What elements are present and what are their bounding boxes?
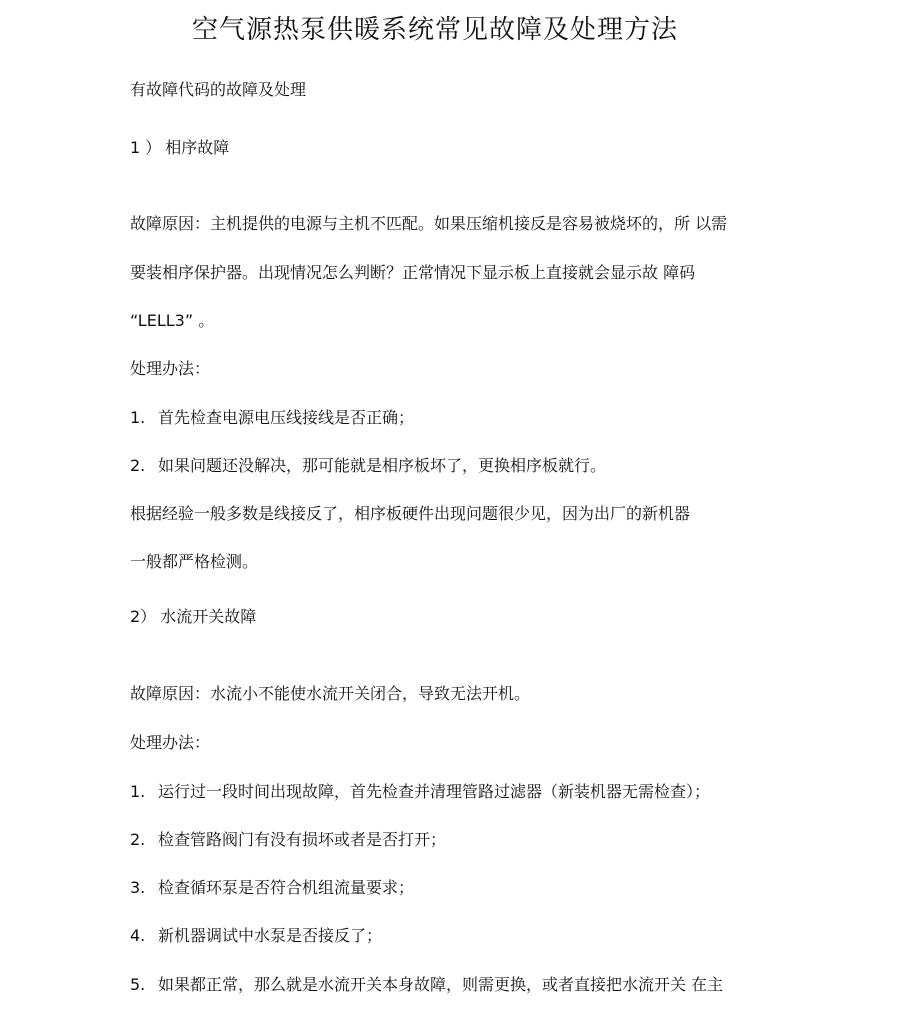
item2-step — [130, 878, 414, 898]
step-number: 1. — [130, 408, 146, 427]
item2-step — [130, 975, 723, 995]
step-text: 首先检查电源电压线接线是否正确； — [158, 408, 415, 427]
step-text: 运行过一段时间出现故障，首先检查并清理管路过滤器（新装机器无需检查）； — [158, 782, 711, 801]
item2-step — [130, 926, 382, 946]
document-title: 空气源热泵供暖系统常见故障及处理方法 — [191, 15, 678, 45]
step-text: 如果都正常，那么就是水流开关本身故障，则需更换，或者直接把水流开关 在主 — [158, 975, 724, 994]
item2-step — [130, 782, 710, 802]
step-number: 4. — [130, 926, 146, 945]
item1-step — [130, 456, 606, 476]
step-number: 2. — [130, 830, 146, 849]
step-text: 新机器调试中水泵是否接反了； — [158, 926, 383, 945]
item1-heading-number: 1 ） — [130, 138, 162, 157]
item2-heading-number: 2） — [130, 607, 157, 626]
step-number: 1. — [130, 782, 146, 801]
item2-heading — [130, 607, 256, 627]
section-heading: 有故障代码的故障及处理 — [130, 80, 307, 99]
item1-cause-line-2: 要装相序保护器。出现情况怎么判断？正常情况下显示板上直接就会显示故 障码 — [130, 263, 696, 282]
step-text: 如果问题还没解决，那可能就是相序板坏了，更换相序板就行。 — [158, 456, 607, 475]
step-number: 2. — [130, 456, 146, 475]
step-number: 5. — [130, 975, 146, 994]
item1-note-line-2: 一般都严格检测。 — [130, 552, 259, 571]
item1-step — [130, 408, 414, 428]
item1-method-label: 处理办法： — [130, 359, 211, 378]
item2-cause-line-1: 故障原因：水流小不能使水流开关闭合，导致无法开机。 — [130, 684, 531, 703]
item2-method-label: 处理办法： — [130, 733, 211, 752]
step-number: 3. — [130, 878, 146, 897]
item1-note-line-1: 根据经验一般多数是线接反了，相序板硬件出现问题很少见，因为出厂的新机器 — [130, 504, 691, 523]
item2-heading-text: 水流开关故障 — [160, 607, 257, 626]
step-text: 检查循环泵是否符合机组流量要求； — [158, 878, 415, 897]
item1-cause-line-1: 故障原因：主机提供的电源与主机不匹配。如果压缩机接反是容易被烧坏的，所 以需 — [130, 214, 728, 233]
step-text: 检查管路阀门有没有损坏或者是否打开； — [158, 830, 447, 849]
item1-heading-text: 相序故障 — [165, 138, 230, 157]
item2-step — [130, 830, 446, 850]
item1-cause-line-3: “LELL3” 。 — [130, 311, 215, 330]
item1-heading — [130, 138, 229, 158]
